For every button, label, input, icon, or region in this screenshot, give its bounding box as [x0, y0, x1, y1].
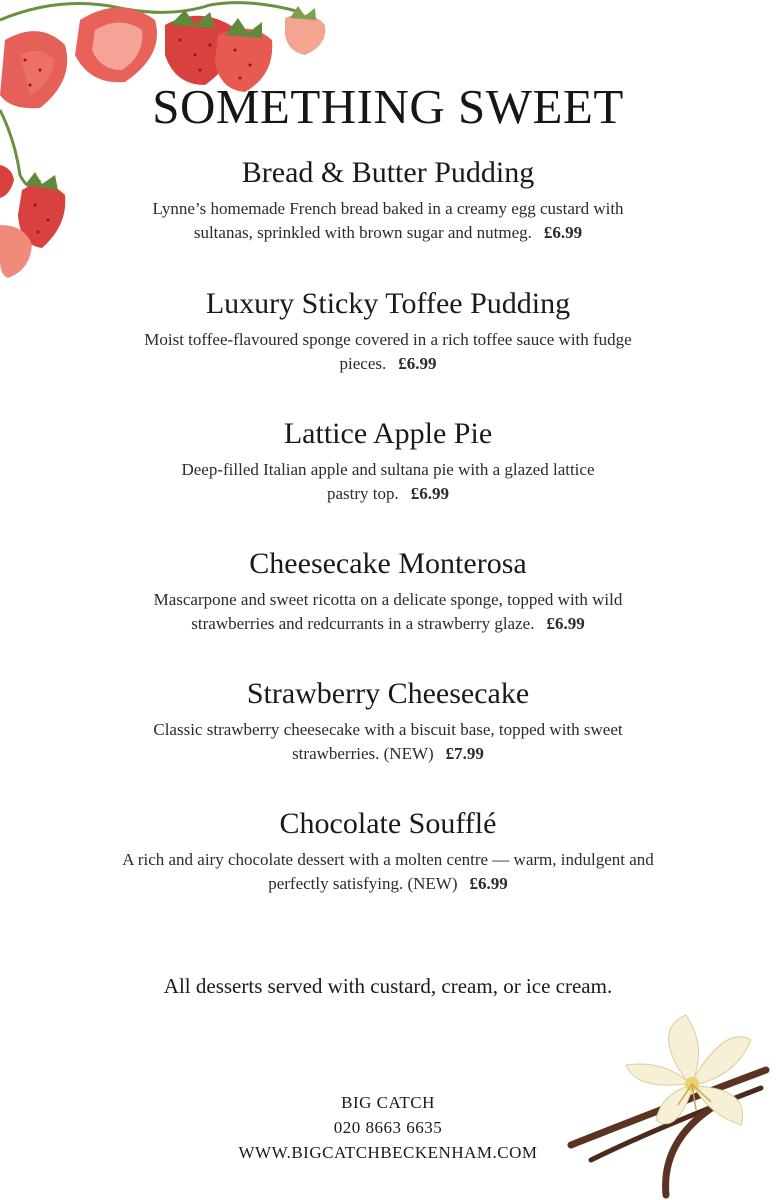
item-price: £6.99	[469, 874, 508, 893]
item-description: Deep-filled Italian apple and sultana pie with a glazed lattice pastry top. £6.99	[181, 460, 595, 503]
vanilla-flower-illustration	[566, 1010, 776, 1200]
item-name: Luxury Sticky Toffee Pudding	[205, 287, 571, 320]
item-name: Lattice Apple Pie	[283, 417, 493, 450]
item-description: Moist toffee-flavoured sponge covered in a rich toffee sauce with fudge pieces. £6.99	[144, 330, 632, 373]
item-name: Bread & Butter Pudding	[241, 156, 535, 189]
item-description: Lynne’s homemade French bread baked in a creamy egg custard with sultanas, sprinkled with brown sugar and nutmeg. £6.99	[152, 199, 624, 242]
restaurant-name: BIG CATCH	[341, 1093, 435, 1112]
menu-item	[0, 153, 776, 245]
item-description: Mascarpone and sweet ricotta on a delicate sponge, topped with wild strawberries and redcurrants in a strawberry glaze. £6.99	[153, 590, 623, 633]
menu-item	[0, 544, 776, 636]
menu-item	[0, 414, 776, 506]
item-price: £6.99	[410, 484, 450, 503]
menu-item	[0, 804, 776, 896]
serving-note: All desserts served with custard, cream, or ice cream.	[163, 974, 613, 998]
item-name: Cheesecake Monterosa	[249, 547, 527, 580]
item-price: £7.99	[445, 744, 484, 763]
menu-item	[0, 674, 776, 766]
item-description: A rich and airy chocolate dessert with a molten centre — warm, indulgent and perfectly satisfying. (NEW) £6.99	[122, 850, 654, 893]
phone-number: 020 8663 6635	[333, 1118, 443, 1137]
item-name: Strawberry Cheesecake	[246, 677, 530, 710]
item-price: £6.99	[546, 614, 585, 633]
page-title: SOMETHING SWEET	[152, 79, 624, 134]
menu-item	[0, 284, 776, 376]
strawberries-illustration	[0, 0, 340, 290]
website-link: WWW.BIGCATCHBECKENHAM.COM	[238, 1143, 538, 1162]
item-description: Classic strawberry cheesecake with a biscuit base, topped with sweet strawberries. (NEW) £7.99	[153, 720, 623, 763]
item-name: Chocolate Soufflé	[279, 807, 497, 840]
item-price: £6.99	[543, 223, 583, 242]
item-price: £6.99	[398, 354, 437, 373]
